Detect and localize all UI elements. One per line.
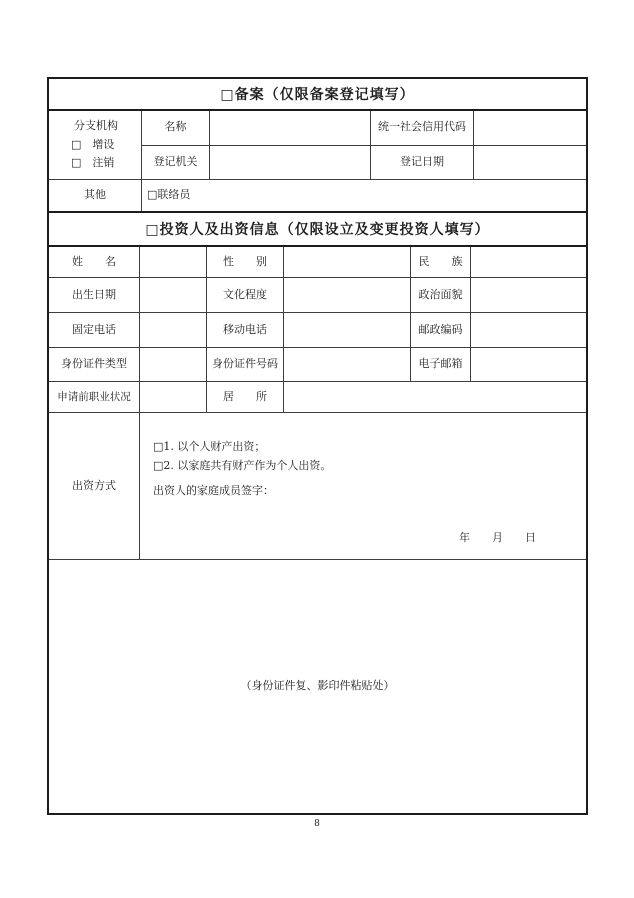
contribution-option1-checkbox[interactable]: □1. 以个人财产出资； <box>153 440 266 453</box>
landline-label: 固定电话 <box>49 313 140 347</box>
residence-value-cell[interactable] <box>284 382 586 412</box>
id-number-label: 身份证件号码 <box>207 348 284 381</box>
id-copy-paste-area: （身份证件复、影印件粘贴处） <box>240 679 395 693</box>
branch-cell <box>49 111 142 179</box>
table-row <box>49 278 586 313</box>
authority-label: 登记机关 <box>142 146 210 180</box>
id-type-value-cell[interactable] <box>140 348 207 381</box>
occupation-label: 申请前职业状况 <box>49 382 140 412</box>
table-row <box>49 348 586 382</box>
reg-date-label: 登记日期 <box>371 146 474 180</box>
contribution-content-cell <box>140 413 586 559</box>
table-row <box>49 313 586 348</box>
residence-label: 居 所 <box>207 382 284 412</box>
mobile-label: 移动电话 <box>207 313 284 347</box>
registration-form-table <box>47 77 588 815</box>
filing-section-title: □备案（仅限备案登记填写） <box>49 79 586 111</box>
family-signature-label: 出资人的家庭成员签字： <box>153 484 274 497</box>
education-label: 文化程度 <box>207 278 284 312</box>
branch-cancel-checkbox[interactable]: □ 注销 <box>71 156 115 170</box>
gender-value-cell[interactable] <box>284 247 411 277</box>
investor-section-title: □投资人及出资信息（仅限设立及变更投资人填写） <box>49 213 586 247</box>
ethnicity-label: 民 族 <box>411 247 471 277</box>
mobile-value-cell[interactable] <box>284 313 411 347</box>
credit-code-label: 统一社会信用代码 <box>371 111 474 145</box>
fullname-label: 姓 名 <box>49 247 140 277</box>
birthdate-label: 出生日期 <box>49 278 140 312</box>
credit-code-value-cell[interactable] <box>474 111 586 145</box>
table-row <box>49 247 586 278</box>
landline-value-cell[interactable] <box>140 313 207 347</box>
postcode-label: 邮政编码 <box>411 313 471 347</box>
gender-label: 性 别 <box>207 247 284 277</box>
education-value-cell[interactable] <box>284 278 411 312</box>
filing-other-row <box>49 180 586 213</box>
email-value-cell[interactable] <box>471 348 586 381</box>
table-row <box>49 382 586 413</box>
filing-branch-rowgroup <box>49 111 586 180</box>
contribution-row <box>49 413 586 560</box>
fullname-value-cell[interactable] <box>140 247 207 277</box>
birthdate-value-cell[interactable] <box>140 278 207 312</box>
reg-date-value-cell[interactable] <box>474 146 586 180</box>
page-number: 8 <box>314 819 320 829</box>
political-status-value-cell[interactable] <box>471 278 586 312</box>
date-line: 年 月 日 <box>459 531 536 545</box>
branch-label: 分支机构 <box>74 118 118 132</box>
contribution-label: 出资方式 <box>49 413 140 559</box>
name-label: 名称 <box>142 111 210 145</box>
id-type-label: 身份证件类型 <box>49 348 140 381</box>
postcode-value-cell[interactable] <box>471 313 586 347</box>
id-number-value-cell[interactable] <box>284 348 411 381</box>
branch-add-checkbox[interactable]: □ 增设 <box>71 137 115 151</box>
ethnicity-value-cell[interactable] <box>471 247 586 277</box>
authority-value-cell[interactable] <box>210 146 371 180</box>
attachment-row <box>49 560 586 813</box>
occupation-value-cell[interactable] <box>140 382 207 412</box>
email-label: 电子邮箱 <box>411 348 471 381</box>
liaison-checkbox[interactable]: □联络员 <box>147 188 191 202</box>
contribution-option2-checkbox[interactable]: □2. 以家庭共有财产作为个人出资。 <box>153 459 332 472</box>
political-status-label: 政治面貌 <box>411 278 471 312</box>
name-value-cell[interactable] <box>210 111 371 145</box>
other-label: 其他 <box>49 180 142 211</box>
